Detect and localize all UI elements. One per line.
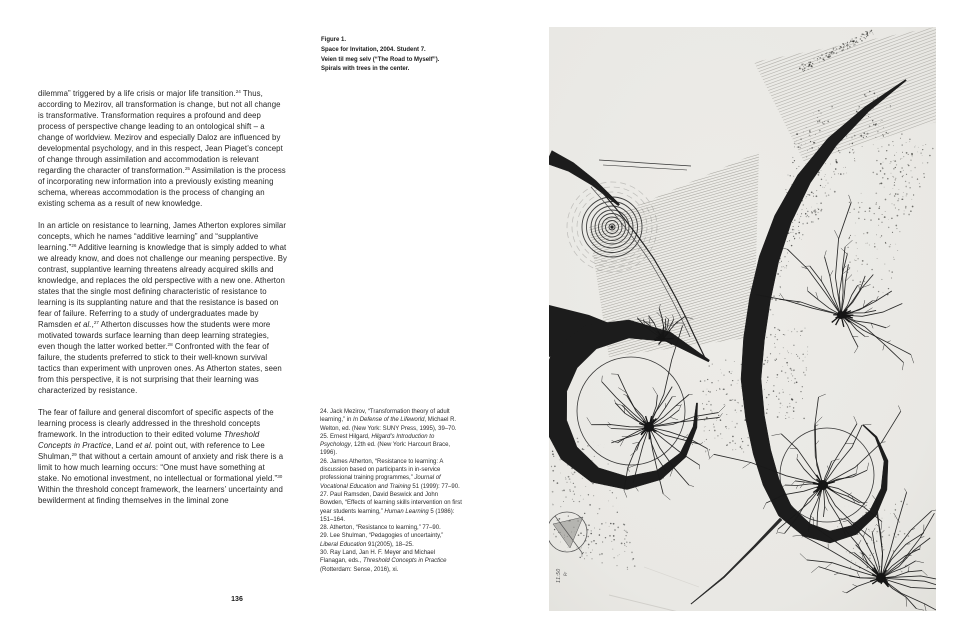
caption-line: Spirals with trees in the center. — [321, 66, 410, 73]
body-paragraph: dilemma” triggered by a life crisis or major life transition.$^{24}$ Thus, according to Mezirov, all transformation is change, but not all change is transformative. Transformation requires a profound and deep process of perspective change leading to an ontological shift – a change of worldview. Mezirov and especially Daloz are influenced by developmental psychology, and in this respect, Jean Piaget’s concept of change through assimilation and accommodation is relevant regarding the character of transformation.$^{25}$ Assimilation is the process of incorporating new information into a previously existing meaning schema, whereas accommodation is the process of changing an existing schema as a result of new knowledge. — [38, 89, 286, 208]
figure-drawing — [549, 27, 936, 611]
body-paragraph: The fear of failure and general discomfort of specific aspects of the learning process is clearly addressed in the threshold concepts framework. In the introduction to their edited volume Threshold Concepts in Practice, Land et al. point out, with reference to Lee Shulman,$^{29}$ that without a certain amount of anxiety and risk there is a limit to how much learning occurs: “One must have something at stake. No emotional investment, no intellectual or formational yield.”$^{30}$ Within the threshold concept framework, the learners’ uncertainty and bewilderment at finding themselves in the liminal zone — [38, 408, 284, 505]
figure-caption — [321, 36, 491, 75]
footnote: 24. Jack Mezirov, “Transformation theory of adult learning,” in In Defense of the Lifeworld, Michael R. Welton, ed. (New York: SUNY Press, 1995), 39–70. — [320, 409, 457, 432]
footnote: 29. Lee Shulman, “Pedagogies of uncertainty,” Liberal Education 91(2005), 18–25. — [320, 533, 444, 548]
caption-line: Figure 1. — [321, 37, 347, 43]
body-paragraph: In an article on resistance to learning, James Atherton explores similar concepts, which he names “additive learning” and “supplantive learning.”$^{26}$ Additive learning is knowledge that is simply added to what we already know, and does not challenge our meaning perspective. By contrast, supplantive learning threatens already acquired skills and knowledge, and replaces the old perspective with a new one. Atherton states that the single most defining characteristic of resistance to learning is its supplanting nature and that the resistance is based on fear of failure. Referring to a study of undergraduates made by Ramsden et al.,$^{27}$ Atherton discusses how the students were more motivated towards surface learning than deep learning strategies, even though the latter worked better.$^{28}$ Confronted with the fear of failure, the students preferred to stick to their well-known survival tactics than experiment with unproven ones. As Atherton states, seen from this perspective, it is not surprising that their learning was characterized by resistance. — [38, 221, 287, 395]
footnote: 26. James Atherton, “Resistance to learning: A discussion based on participants in in-service professional training programmes,” Journal of Vocational Education and Training 51 (1999): 77–90. — [320, 458, 460, 490]
caption-line: Veien til meg selv (“The Road to Myself”). — [321, 56, 440, 63]
footnote: 30. Ray Land, Jan H. F. Meyer and Michael Flanagan, eds., Threshold Concepts in Practice (Rotterdam: Sense, 2016), xi. — [320, 550, 447, 573]
handwritten-mark: 11:50 — [556, 568, 562, 583]
footnote: 25. Ernest Hilgard, Hilgard’s Introduction to Psychology, 12th ed. (New York: Harcourt Brace, 1996). — [320, 433, 451, 457]
page-number: 136 — [231, 596, 243, 603]
footnotes-block — [320, 408, 462, 574]
footnote: 28. Atherton, “Resistance to learning,” 77–90. — [320, 525, 441, 532]
handwritten-mark: Pr — [563, 571, 568, 576]
caption-line: Space for Invitation, 2004. Student 7. — [321, 46, 426, 53]
body-text-column — [38, 88, 288, 517]
footnote: 27. Paul Ramsden, David Beswick and John Bowden, “Effects of learning skills intervention on first year students learning,” Human Learning 5 (1986): 151–164. — [320, 491, 462, 523]
